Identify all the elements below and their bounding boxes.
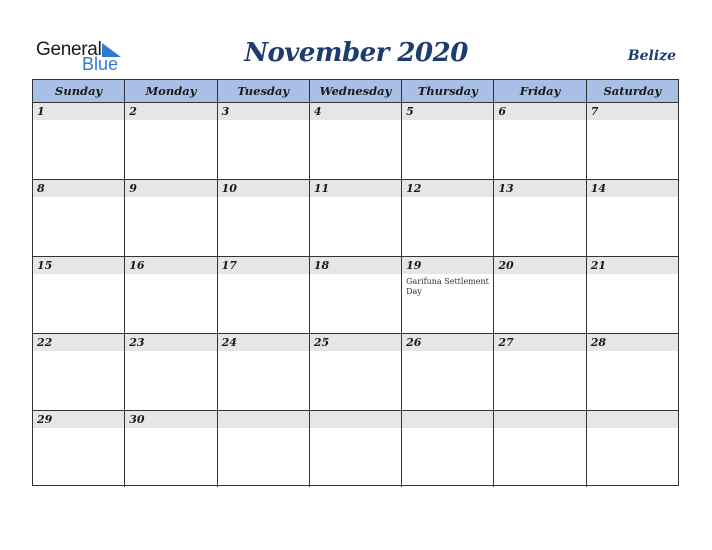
day-number: 11	[313, 182, 330, 195]
day-number: 7	[590, 105, 599, 118]
week-row	[33, 103, 678, 180]
day-cell	[402, 334, 494, 410]
day-number-band	[33, 180, 124, 197]
day-number: 3	[221, 105, 230, 118]
weekday-thursday: Thursday	[402, 80, 494, 102]
day-number-band	[218, 411, 309, 428]
day-cell	[494, 334, 586, 410]
day-cell	[33, 411, 125, 487]
day-number: 19	[406, 259, 422, 272]
weekday-wednesday: Wednesday	[310, 80, 402, 102]
day-number: 16	[129, 259, 145, 272]
day-cell	[310, 103, 402, 179]
day-number: 17	[221, 259, 237, 272]
day-number-band	[587, 103, 678, 120]
day-number: 15	[37, 259, 53, 272]
day-number-band	[218, 103, 309, 120]
day-cell	[310, 257, 402, 333]
day-number: 1	[37, 105, 45, 118]
day-cell	[125, 411, 217, 487]
day-number-band	[33, 103, 124, 120]
day-cell	[218, 334, 310, 410]
day-cell	[33, 334, 125, 410]
day-cell	[310, 334, 402, 410]
logo-text-blue: Blue	[82, 54, 119, 74]
day-cell	[218, 180, 310, 256]
day-cell	[402, 180, 494, 256]
logo-text-general: General	[36, 39, 102, 60]
day-number-band	[402, 103, 493, 120]
day-cell	[218, 257, 310, 333]
day-number: 30	[129, 413, 145, 426]
day-number: 22	[37, 336, 53, 349]
day-cell	[33, 257, 125, 333]
day-cell	[402, 103, 494, 179]
day-cell	[587, 334, 678, 410]
day-number: 6	[498, 105, 507, 118]
day-cell	[402, 411, 494, 487]
day-number: 18	[313, 259, 330, 272]
day-number: 27	[498, 336, 514, 349]
day-number-band	[310, 103, 401, 120]
day-cell	[310, 411, 402, 487]
holiday-label: Garifuna Settlement Day	[406, 277, 489, 296]
day-number: 4	[313, 105, 322, 118]
day-cell	[587, 180, 678, 256]
day-cell	[125, 334, 217, 410]
day-number: 28	[590, 336, 606, 349]
day-cell	[310, 180, 402, 256]
country-label: Belize	[627, 48, 676, 64]
day-cell	[125, 180, 217, 256]
day-cell	[494, 103, 586, 179]
day-cell	[494, 180, 586, 256]
weekday-monday: Monday	[125, 80, 217, 102]
day-number: 29	[37, 413, 53, 426]
day-number: 13	[498, 182, 514, 195]
day-cell	[587, 257, 678, 333]
week-row	[33, 411, 678, 487]
day-number: 14	[590, 182, 606, 195]
weekday-sunday: Sunday	[33, 80, 125, 102]
weekday-header	[33, 80, 678, 103]
day-cell	[494, 411, 586, 487]
day-number: 23	[129, 336, 145, 349]
day-cell	[587, 103, 678, 179]
day-number: 20	[498, 259, 514, 272]
day-number-band	[125, 180, 216, 197]
day-number: 8	[37, 182, 45, 195]
day-cell	[33, 180, 125, 256]
weeks-container	[33, 103, 678, 485]
day-cell	[218, 103, 310, 179]
weekday-tuesday: Tuesday	[218, 80, 310, 102]
weekday-saturday: Saturday	[603, 84, 662, 98]
calendar-grid	[32, 79, 679, 486]
day-number: 24	[221, 336, 237, 349]
weekday-friday: Friday	[494, 80, 586, 102]
day-number-band	[587, 411, 678, 428]
day-cell	[218, 411, 310, 487]
day-number-band	[494, 411, 585, 428]
day-number: 10	[221, 182, 237, 195]
day-number: 21	[590, 259, 606, 272]
day-cell	[587, 411, 678, 487]
day-number: 2	[129, 105, 137, 118]
day-number-band	[402, 411, 493, 428]
day-cell	[125, 103, 217, 179]
day-number-band	[310, 411, 401, 428]
day-number: 9	[129, 182, 137, 195]
day-cell	[402, 257, 494, 333]
week-row	[33, 257, 678, 334]
day-number: 25	[313, 336, 330, 349]
day-number: 12	[406, 182, 422, 195]
day-number-band	[125, 103, 216, 120]
day-cell	[494, 257, 586, 333]
day-number: 26	[406, 336, 422, 349]
calendar-title: November 2020	[244, 38, 468, 68]
day-number-band	[494, 103, 585, 120]
day-number: 5	[406, 105, 414, 118]
week-row	[33, 334, 678, 411]
week-row	[33, 180, 678, 257]
day-cell	[33, 103, 125, 179]
day-cell	[125, 257, 217, 333]
